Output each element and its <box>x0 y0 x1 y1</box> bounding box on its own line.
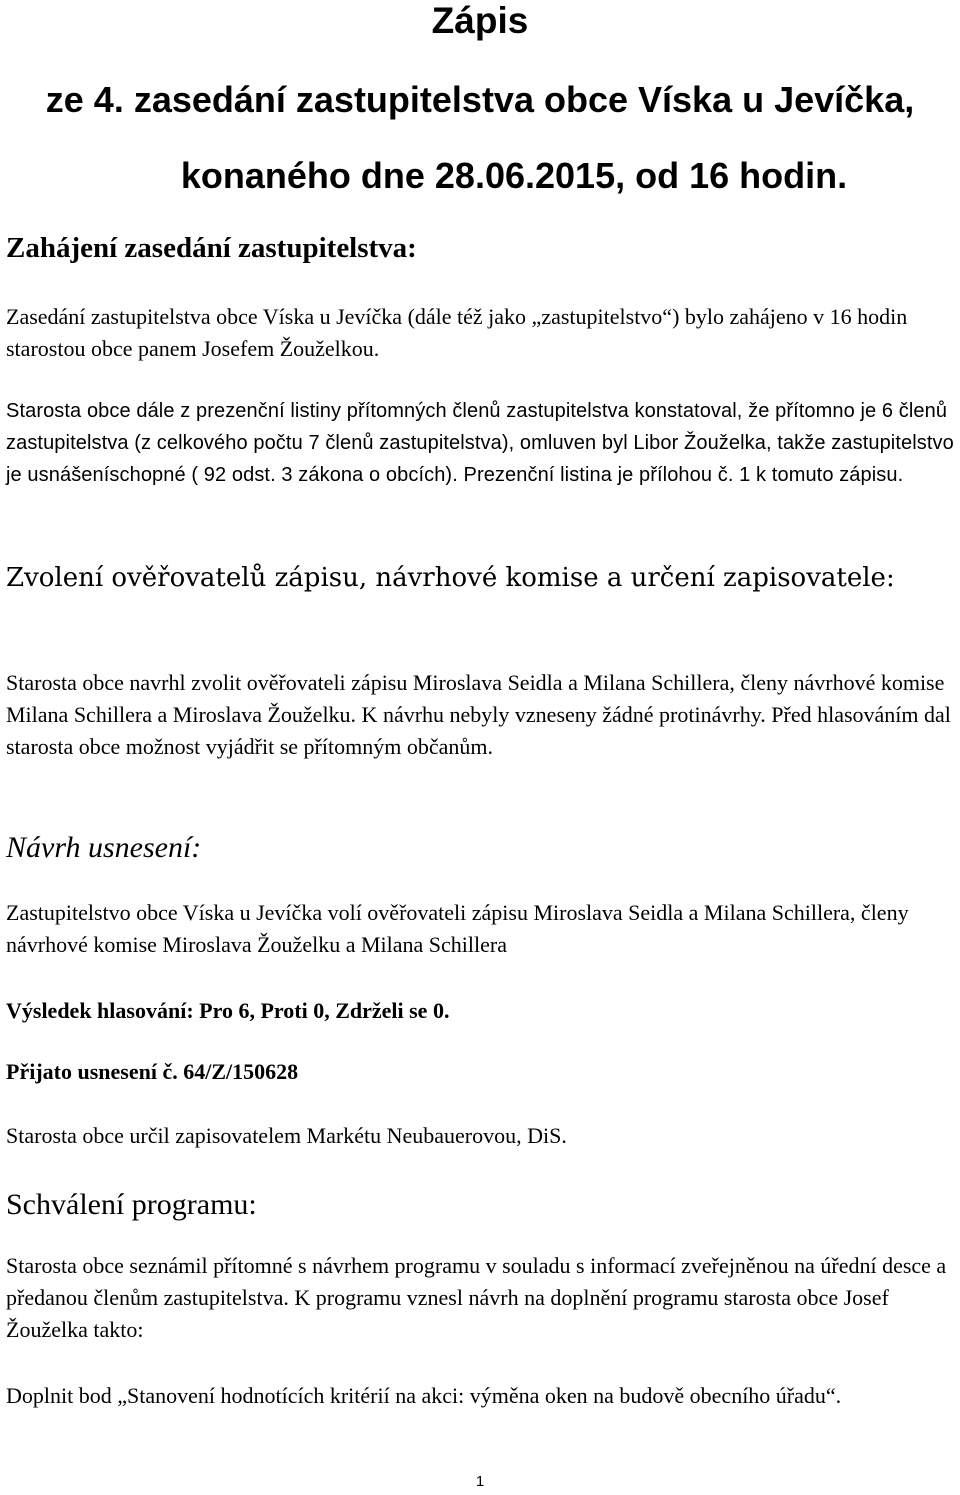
opening-paragraph-1: Zasedání zastupitelstva obce Víska u Jevíčka (dále též jako „zastupitelstvo“) bylo zahájeno v 16 hodin starostou obce panem Josefem Žouželkou. <box>6 304 908 361</box>
verifiers-paragraph: Starosta obce navrhl zvolit ověřovateli zápisu Miroslava Seidla a Milana Schillera, členy návrhové komise Milana Schillera a Miroslava Žouželku. K návrhu nebyly vzneseny žádné protinávrhy. Před hlasováním dal starosta obce možnost vyjádřit se přítomným občanům. <box>6 670 951 759</box>
programme-paragraph-2: Doplnit bod „Stanovení hodnotících kritérií na akci: výměna oken na budově obecního úřadu“. <box>6 1383 842 1408</box>
section-heading-opening: Zahájení zasedání zastupitelstva: <box>6 232 417 264</box>
meeting-date-line: konaného dne 28.06.2015, od 16 hodin. <box>180 155 848 196</box>
proposal-heading: Návrh usnesení: <box>6 831 202 864</box>
opening-paragraph-2: Starosta obce dále z prezenční listiny přítomných členů zastupitelstva konstatoval, že přítomno je 6 členů zastupitelstva (z celkového počtu 7 členů zastupitelstva), omluven byl Libor Žouželka, takže zastupitelstvo je usnášeníschopné ( 92 odst. 3 zákona o obcích). Prezenční listina je přílohou č. 1 k tomuto zápisu. <box>6 400 954 486</box>
section-heading-programme: Schválení programu: <box>6 1188 257 1221</box>
programme-paragraph-1: Starosta obce seznámil přítomné s návrhem programu v souladu s informací zveřejněnou na úřední desce a předanou členům zastupitelstva. K programu vznesl návrh na doplnění programu starosta obce Josef Žouželka takto: <box>6 1253 947 1342</box>
proposal-text: Zastupitelstvo obce Víska u Jevíčka volí ověřovateli zápisu Miroslava Seidla a Milana Schillera, členy návrhové komise Miroslava Žouželku a Milana Schillera <box>6 900 909 957</box>
meeting-line: ze 4. zasedání zastupitelstva obce Víska u Jevíčka, <box>45 79 915 120</box>
recorder-statement: Starosta obce určil zapisovatelem Markétu Neubauerovou, DiS. <box>6 1123 567 1148</box>
resolution-number: Přijato usnesení č. 64/Z/150628 <box>6 1059 299 1084</box>
page-number: 1 <box>475 1473 485 1490</box>
document-title: Zápis <box>431 0 529 41</box>
section-heading-verifiers: Zvolení ověřovatelů zápisu, návrhové komise a určení zapisovatele: <box>6 563 895 593</box>
vote-result: Výsledek hlasování: Pro 6, Proti 0, Zdrželi se 0. <box>6 998 450 1023</box>
